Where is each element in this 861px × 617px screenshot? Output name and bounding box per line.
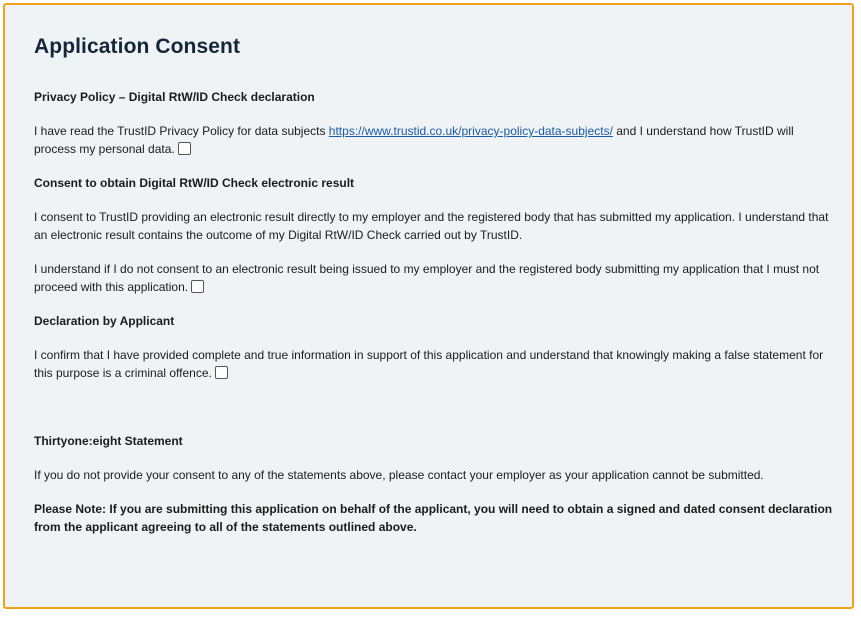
statement-heading: Thirtyone:eight Statement bbox=[34, 434, 183, 448]
page-title: Application Consent bbox=[34, 35, 241, 58]
consent-heading: Consent to obtain Digital RtW/ID Check electronic result bbox=[34, 176, 355, 190]
electronic-result-consent-checkbox[interactable] bbox=[191, 280, 204, 293]
statement-paragraph: If you do not provide your consent to any of the statements above, please contact your employer as your application cannot be submitted. bbox=[34, 468, 764, 482]
privacy-consent-checkbox[interactable] bbox=[178, 142, 191, 155]
privacy-text-before: I have read the TrustID Privacy Policy for data subjects bbox=[34, 124, 329, 138]
consent-paragraph-2-text: I understand if I do not consent to an electronic result being issued to my employer and the registered body submitting my application that I must not proceed with this application. bbox=[34, 262, 820, 294]
declaration-paragraph bbox=[34, 346, 834, 382]
consent-paragraph-2 bbox=[34, 260, 834, 296]
please-note-paragraph: Please Note: If you are submitting this application on behalf of the applicant, you will need to obtain a signed and dated consent declaration from the applicant agreeing to all of the statements outlined above. bbox=[34, 502, 833, 534]
consent-panel bbox=[3, 3, 854, 609]
declaration-text: I confirm that I have provided complete and true information in support of this application and understand that knowingly making a false statement for this purpose is a criminal offence. bbox=[34, 348, 824, 380]
privacy-text-after: and I understand how TrustID will process my personal data. bbox=[34, 124, 794, 156]
privacy-heading: Privacy Policy – Digital RtW/ID Check declaration bbox=[34, 90, 315, 104]
privacy-paragraph bbox=[34, 122, 834, 158]
declaration-heading: Declaration by Applicant bbox=[34, 314, 175, 328]
privacy-policy-link[interactable]: https://www.trustid.co.uk/privacy-policy-data-subjects/ bbox=[328, 124, 613, 138]
declaration-checkbox[interactable] bbox=[215, 366, 228, 379]
consent-paragraph-1: I consent to TrustID providing an electronic result directly to my employer and the registered body that has submitted my application. I understand that an electronic result contains the outcome of my Digital RtW/ID Check carried out by TrustID. bbox=[34, 210, 829, 242]
